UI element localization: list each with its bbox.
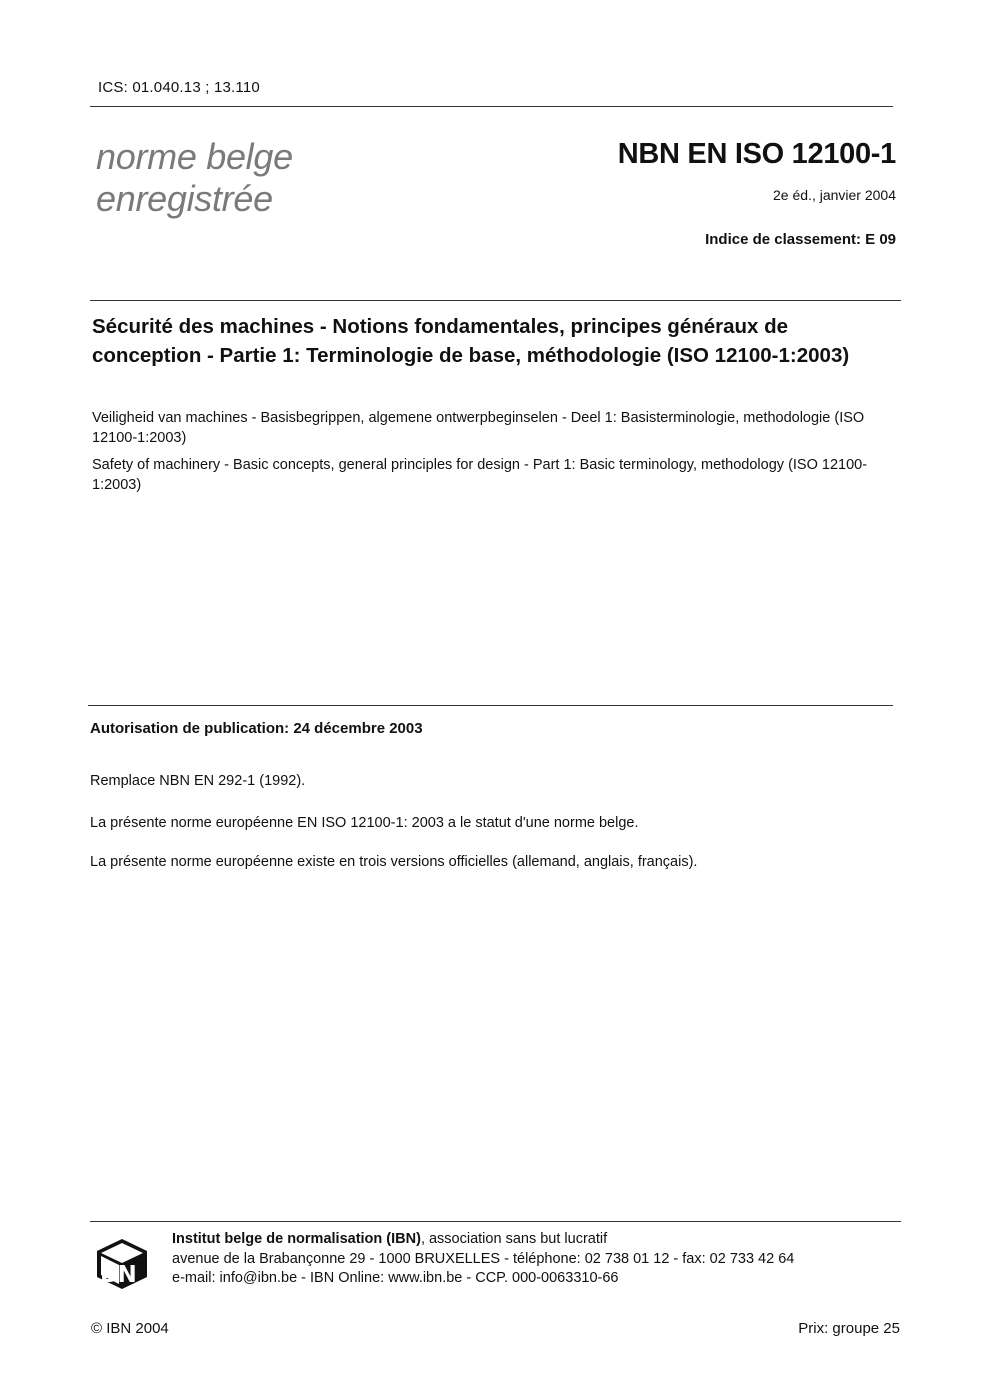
- title-french: Sécurité des machines - Notions fondamentales, principes généraux de conception - Partie 1: Terminologie de base, méthodologie (ISO 12100-1:2003): [92, 315, 850, 367]
- title-english: Safety of machinery - Basic concepts, general principles for design - Part 1: Basic terminology, methodology (ISO 12100-1:2003): [92, 457, 868, 493]
- replaces-note: Remplace NBN EN 292-1 (1992).: [90, 773, 306, 789]
- versions-note: La présente norme européenne existe en trois versions officielles (allemand, anglais, français).: [90, 854, 698, 870]
- top-divider: [90, 106, 893, 107]
- institute-suffix: , association sans but lucratif: [420, 1231, 608, 1247]
- institute-contact: e-mail: info@ibn.be - IBN Online: www.ibn.be - CCP. 000-0063310-66: [172, 1270, 619, 1286]
- institute-line: [172, 1230, 794, 1250]
- institute-info: [172, 1230, 794, 1289]
- edition-date: 2e éd., janvier 2004: [773, 187, 896, 203]
- price-group: Prix: groupe 25: [798, 1320, 900, 1337]
- logo-text: BN: [100, 1262, 137, 1288]
- ibn-logo-icon: [96, 1238, 148, 1290]
- brand-title: [96, 136, 293, 220]
- institute-address: avenue de la Brabançonne 29 - 1000 BRUXELLES - téléphone: 02 738 01 12 - fax: 02 733 42 64: [172, 1250, 795, 1267]
- ics-codes: ICS: 01.040.13 ; 13.110: [98, 79, 260, 96]
- footer-divider: [90, 1221, 901, 1222]
- brand-line-1: norme belge: [96, 136, 293, 177]
- copyright: © IBN 2004: [91, 1320, 169, 1337]
- standard-number: NBN EN ISO 12100-1: [617, 138, 896, 170]
- institute-name: Institut belge de normalisation (IBN): [172, 1231, 421, 1247]
- brand-line-2: enregistrée: [96, 178, 273, 219]
- status-note: La présente norme européenne EN ISO 12100-1: 2003 a le statut d'une norme belge.: [90, 815, 639, 831]
- title-dutch: Veiligheid van machines - Basisbegrippen, algemene ontwerpbeginselen - Deel 1: Basisterminologie, methodologie (ISO 12100-1:2003): [92, 410, 865, 446]
- body-divider: [88, 705, 893, 706]
- title-divider: [90, 300, 901, 301]
- publication-authorization: Autorisation de publication: 24 décembre 2003: [90, 720, 423, 737]
- classification-index: Indice de classement: E 09: [705, 231, 896, 248]
